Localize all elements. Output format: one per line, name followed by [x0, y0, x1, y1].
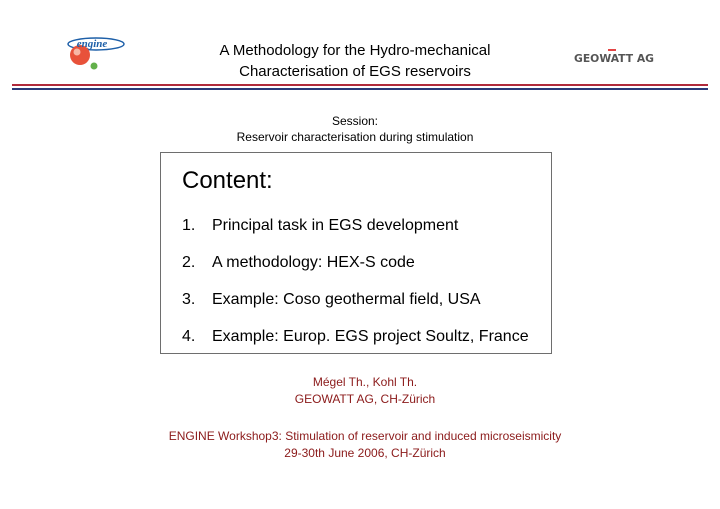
item-number: 2.: [182, 254, 196, 271]
item-text: Principal task in EGS development: [212, 217, 459, 234]
geowatt-logo-text: GEOWATT AG: [574, 52, 654, 65]
author-affiliation: GEOWATT AG, CH-Zürich: [294, 392, 436, 406]
item-number: 1.: [182, 217, 196, 234]
item-number: 3.: [182, 291, 196, 308]
engine-logo-text: engine: [76, 38, 108, 50]
session-block: [150, 113, 560, 145]
authors-block: [150, 374, 580, 408]
content-item-3: [182, 290, 481, 310]
header-rule-blue: [12, 88, 708, 90]
title-line-2: Characterisation of EGS reservoirs: [239, 63, 471, 80]
workshop-block: [100, 428, 630, 462]
presentation-title: [150, 40, 560, 82]
content-item-1: [182, 216, 458, 236]
item-text: Example: Coso geothermal field, USA: [212, 291, 481, 308]
content-title: Content:: [182, 167, 273, 194]
author-names: Mégel Th., Kohl Th.: [312, 375, 418, 389]
content-item-2: [182, 253, 415, 273]
content-item-4: [182, 327, 529, 347]
title-line-1: A Methodology for the Hydro-mechanical: [219, 42, 491, 59]
item-text: A methodology: HEX-S code: [212, 254, 415, 271]
header-rule-red: [12, 84, 708, 86]
item-number: 4.: [182, 328, 196, 345]
workshop-date: 29-30th June 2006, CH-Zürich: [284, 446, 446, 460]
item-text: Example: Europ. EGS project Soultz, France: [212, 328, 529, 345]
engine-logo: [66, 32, 130, 76]
session-name: Reservoir characterisation during stimulation: [236, 130, 474, 144]
session-label: Session:: [331, 114, 379, 128]
geowatt-logo: [574, 46, 656, 68]
workshop-title: ENGINE Workshop3: Stimulation of reservoir and induced microseismicity: [168, 429, 562, 443]
